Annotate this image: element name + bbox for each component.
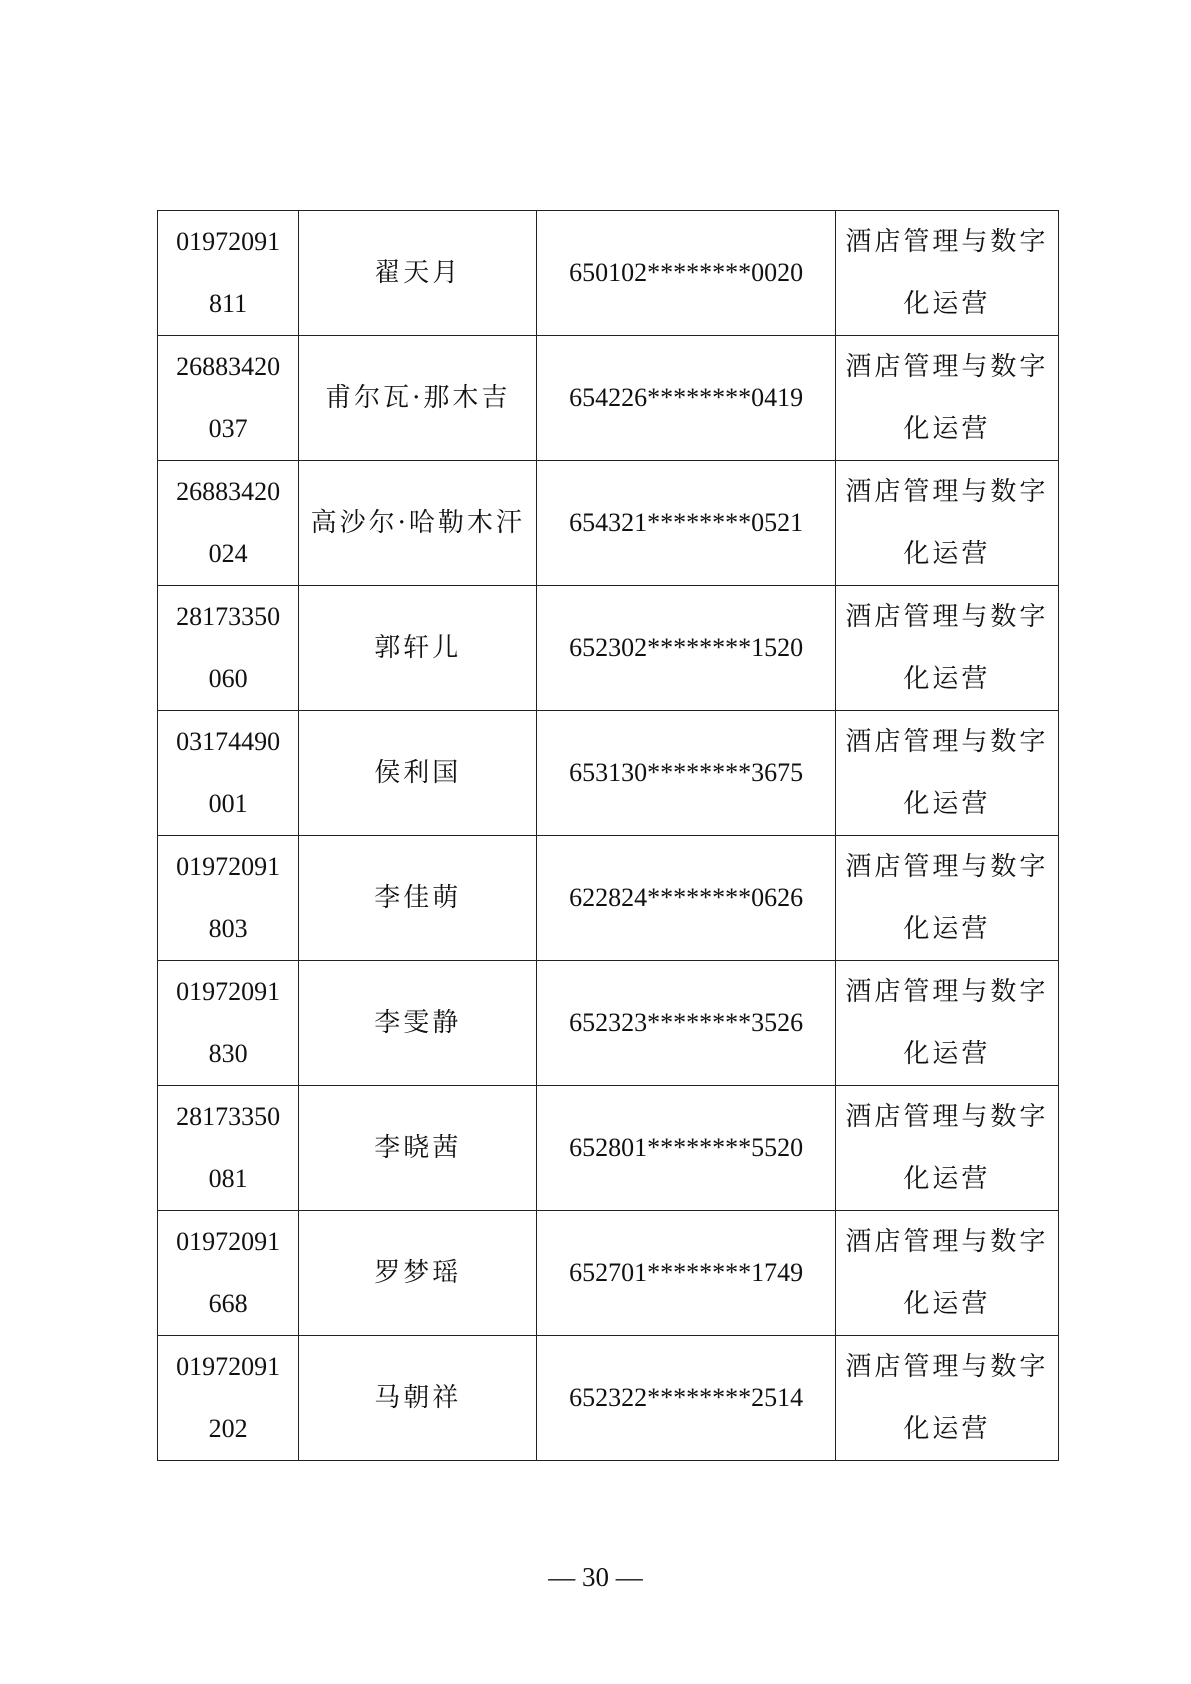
table-row xyxy=(158,461,1059,586)
major-text: 化运营 xyxy=(903,1039,991,1069)
major-cell xyxy=(835,836,1058,961)
id-card-number-cell: 652323********3526 xyxy=(537,961,835,1086)
candidate-number-text: 081 xyxy=(208,1164,248,1193)
candidate-number-text: 28173350 xyxy=(176,1102,281,1131)
major-text: 酒店管理与数字 xyxy=(845,1227,1049,1257)
major-text: 化运营 xyxy=(903,914,991,944)
candidate-number-cell xyxy=(158,711,299,836)
id-card-number-cell: 652322********2514 xyxy=(537,1336,835,1461)
candidate-number-text: 26883420 xyxy=(176,477,281,506)
candidate-number-cell xyxy=(158,586,299,711)
candidate-number-cell xyxy=(158,336,299,461)
table-row xyxy=(158,961,1059,1086)
candidate-number-text: 01972091 xyxy=(176,852,281,881)
student-name-cell: 高沙尔·哈勒木汗 xyxy=(299,461,537,586)
table-row xyxy=(158,336,1059,461)
candidate-number-cell xyxy=(158,461,299,586)
candidate-number-text: 811 xyxy=(209,289,248,318)
major-text: 化运营 xyxy=(903,1164,991,1194)
major-text: 化运营 xyxy=(903,1289,991,1319)
table-row xyxy=(158,586,1059,711)
candidate-number-text: 26883420 xyxy=(176,352,281,381)
candidate-number-text: 202 xyxy=(208,1414,248,1443)
major-text: 酒店管理与数字 xyxy=(845,227,1049,257)
id-card-number-cell: 652801********5520 xyxy=(537,1086,835,1211)
major-cell xyxy=(835,586,1058,711)
candidate-number-text: 03174490 xyxy=(176,727,281,756)
candidate-number-cell xyxy=(158,1086,299,1211)
table-row xyxy=(158,836,1059,961)
candidate-number-text: 037 xyxy=(208,414,248,443)
student-name-cell: 侯利国 xyxy=(299,711,537,836)
candidate-number-text: 01972091 xyxy=(176,1227,281,1256)
id-card-number-cell: 652701********1749 xyxy=(537,1211,835,1336)
roster-table-body xyxy=(158,211,1059,1461)
major-text: 酒店管理与数字 xyxy=(845,1352,1049,1382)
major-text: 酒店管理与数字 xyxy=(845,1102,1049,1132)
major-cell xyxy=(835,461,1058,586)
table-row xyxy=(158,711,1059,836)
candidate-number-text: 668 xyxy=(208,1289,248,1318)
table-row xyxy=(158,1336,1059,1461)
major-cell xyxy=(835,336,1058,461)
candidate-number-cell xyxy=(158,1336,299,1461)
major-text: 酒店管理与数字 xyxy=(845,852,1049,882)
major-text: 化运营 xyxy=(903,664,991,694)
candidate-number-text: 001 xyxy=(208,789,248,818)
major-text: 化运营 xyxy=(903,539,991,569)
candidate-number-cell xyxy=(158,836,299,961)
major-text: 酒店管理与数字 xyxy=(845,727,1049,757)
major-cell xyxy=(835,961,1058,1086)
student-name-cell: 李佳萌 xyxy=(299,836,537,961)
id-card-number-cell: 650102********0020 xyxy=(537,211,835,336)
major-cell xyxy=(835,711,1058,836)
candidate-number-text: 28173350 xyxy=(176,602,281,631)
student-name-cell: 李雯静 xyxy=(299,961,537,1086)
major-cell xyxy=(835,211,1058,336)
major-text: 酒店管理与数字 xyxy=(845,477,1049,507)
candidate-number-cell xyxy=(158,1211,299,1336)
major-text: 化运营 xyxy=(903,789,991,819)
major-cell xyxy=(835,1336,1058,1461)
student-name-cell: 罗梦瑶 xyxy=(299,1211,537,1336)
student-roster-table xyxy=(157,210,1059,1461)
candidate-number-cell xyxy=(158,961,299,1086)
major-cell xyxy=(835,1086,1058,1211)
table-row xyxy=(158,1211,1059,1336)
major-text: 酒店管理与数字 xyxy=(845,977,1049,1007)
table-row xyxy=(158,1086,1059,1211)
student-name-cell: 翟天月 xyxy=(299,211,537,336)
candidate-number-cell xyxy=(158,211,299,336)
major-text: 化运营 xyxy=(903,1414,991,1444)
candidate-number-text: 01972091 xyxy=(176,977,281,1006)
id-card-number-cell: 654226********0419 xyxy=(537,336,835,461)
page-number: — 30 — xyxy=(548,1562,643,1592)
id-card-number-cell: 652302********1520 xyxy=(537,586,835,711)
candidate-number-text: 830 xyxy=(208,1039,248,1068)
student-name-cell: 郭轩儿 xyxy=(299,586,537,711)
candidate-number-text: 01972091 xyxy=(176,1352,281,1381)
table-row xyxy=(158,211,1059,336)
major-text: 酒店管理与数字 xyxy=(845,352,1049,382)
major-cell xyxy=(835,1211,1058,1336)
id-card-number-cell: 622824********0626 xyxy=(537,836,835,961)
candidate-number-text: 803 xyxy=(208,914,248,943)
candidate-number-text: 060 xyxy=(208,664,248,693)
student-name-cell: 甫尔瓦·那木吉 xyxy=(299,336,537,461)
major-text: 化运营 xyxy=(903,414,991,444)
id-card-number-cell: 653130********3675 xyxy=(537,711,835,836)
student-name-cell: 马朝祥 xyxy=(299,1336,537,1461)
major-text: 化运营 xyxy=(903,289,991,319)
candidate-number-text: 024 xyxy=(208,539,248,568)
major-text: 酒店管理与数字 xyxy=(845,602,1049,632)
student-name-cell: 李晓茜 xyxy=(299,1086,537,1211)
candidate-number-text: 01972091 xyxy=(176,227,281,256)
id-card-number-cell: 654321********0521 xyxy=(537,461,835,586)
